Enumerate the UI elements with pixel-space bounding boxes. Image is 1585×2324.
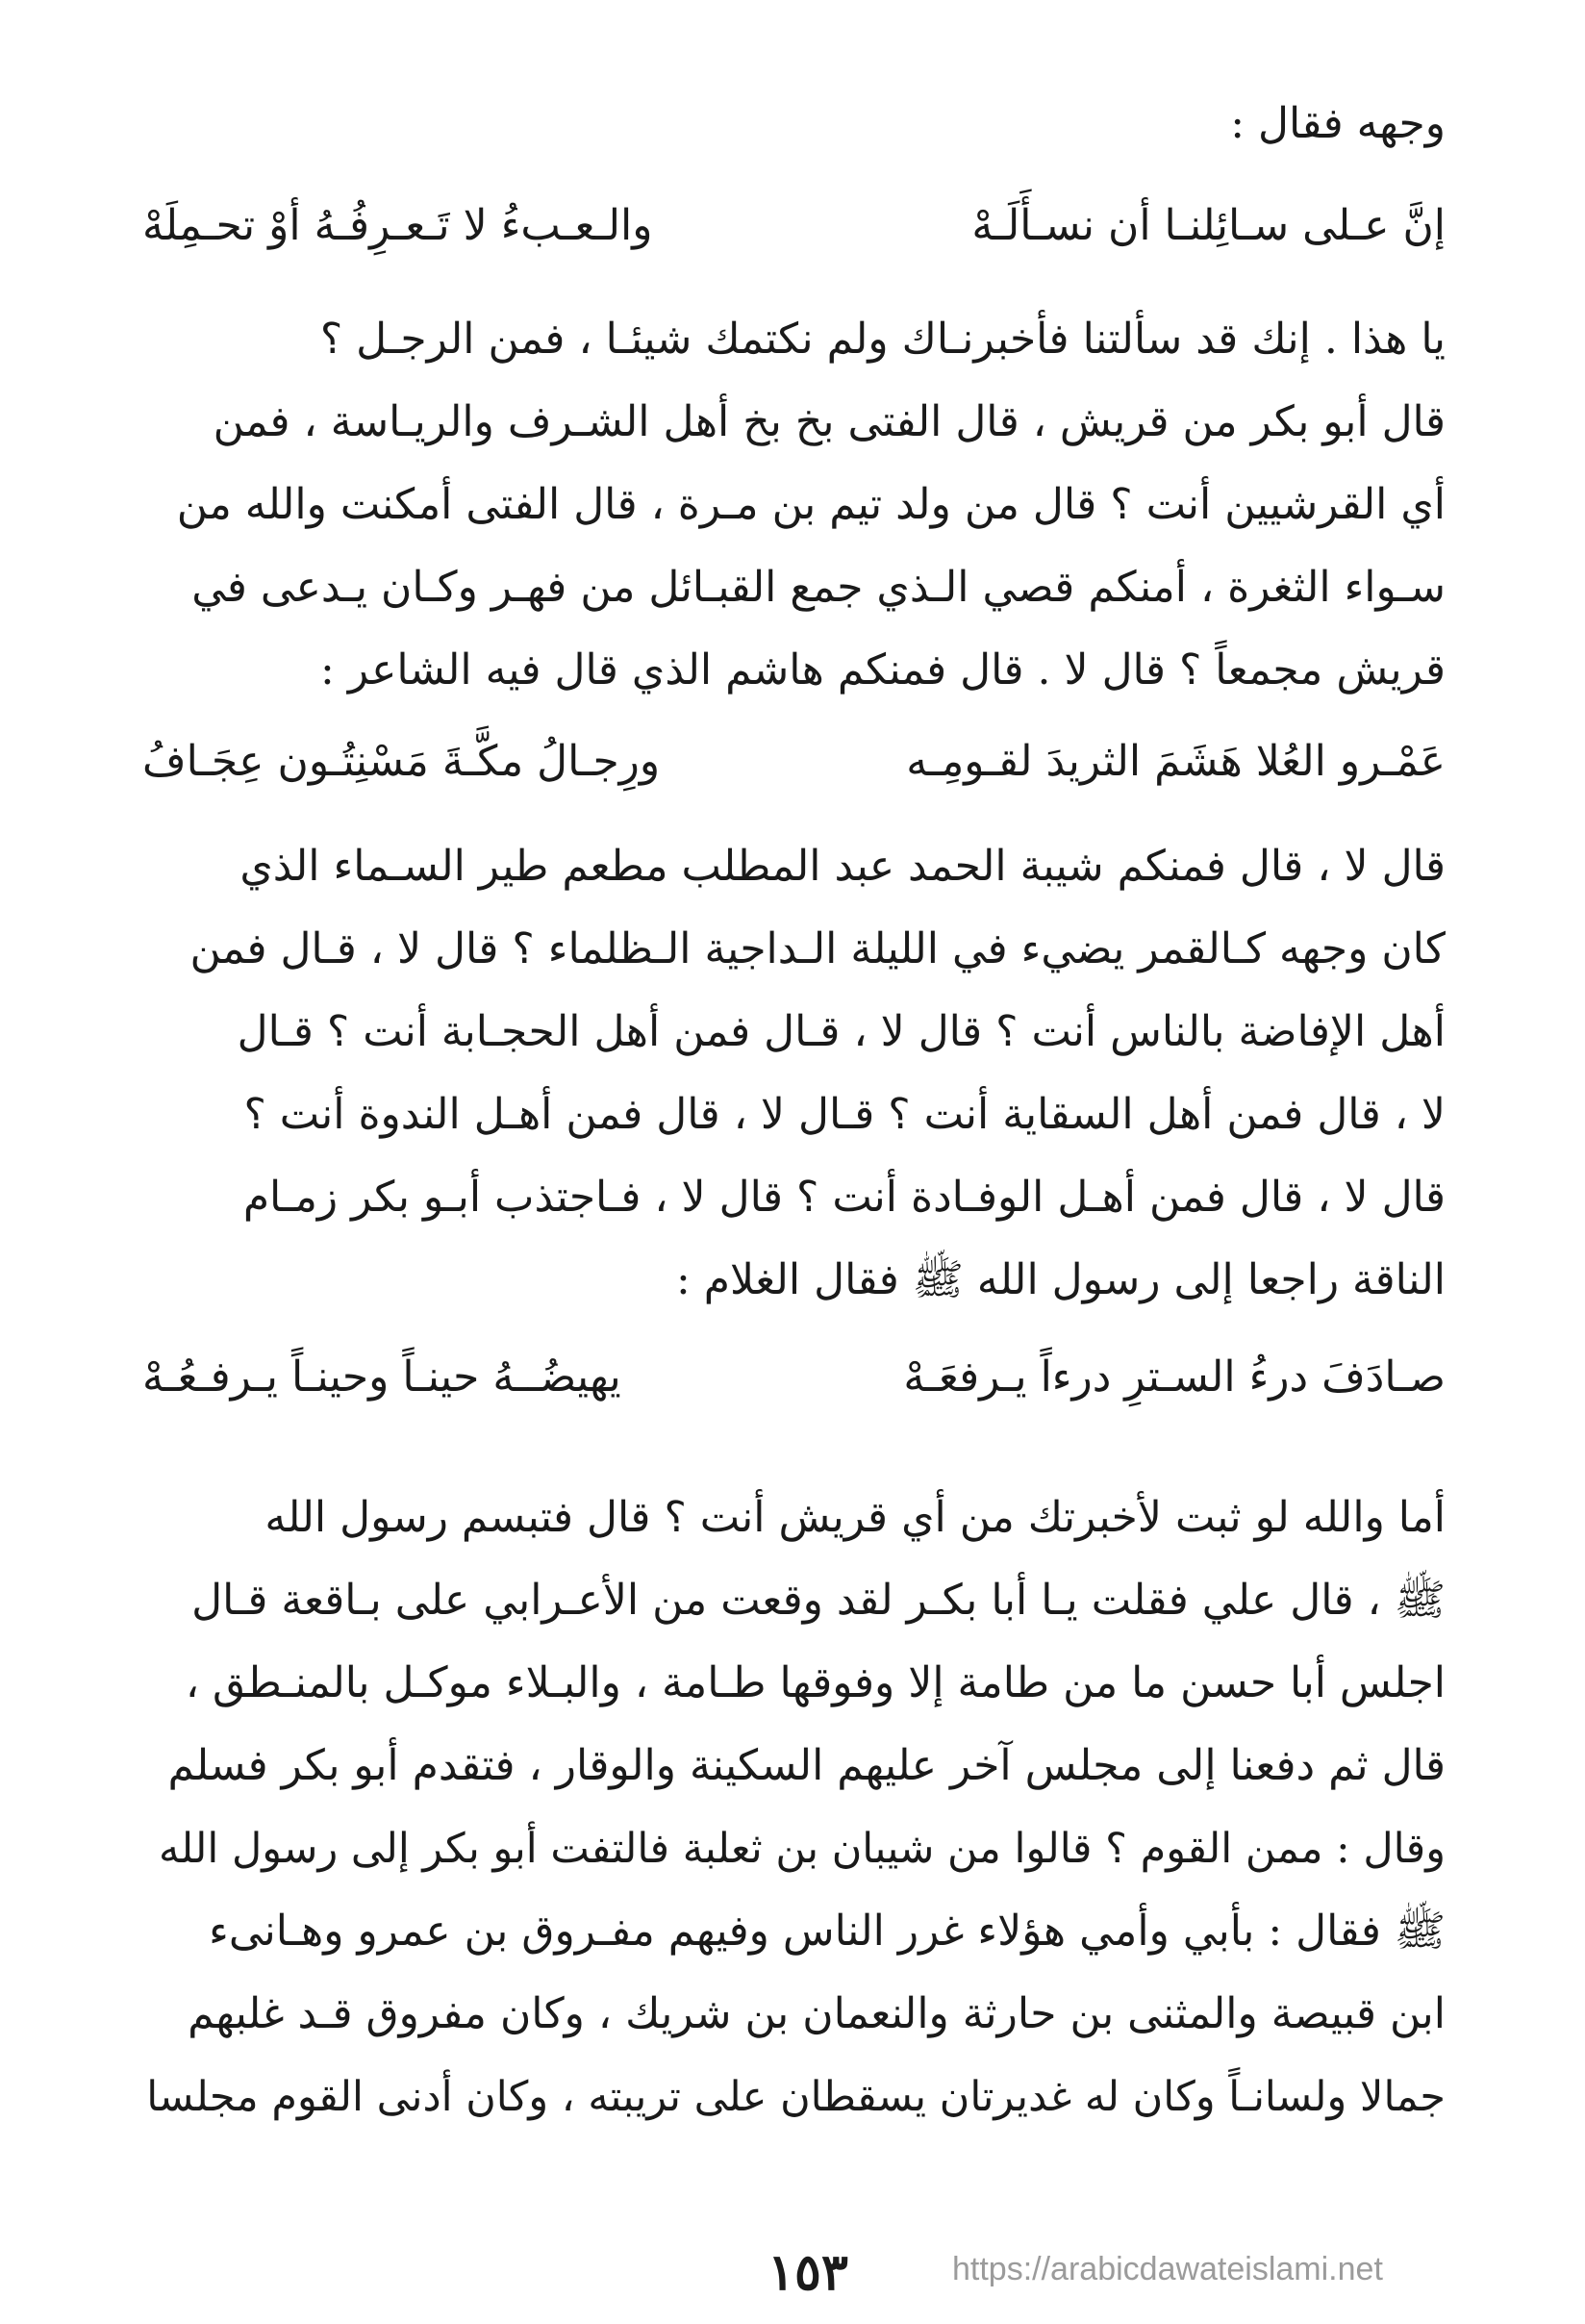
opening-line: وجهه فقال : (1230, 99, 1446, 148)
page-number: ١٥٣ (767, 2243, 848, 2302)
paragraph-1-line: قريش مجمعاً ؟ قال لا . قال فمنكم هاشم الذي قال فيه الشاعر : (320, 645, 1446, 695)
paragraph-1-line: قال أبو بكر من قريش ، قال الفتى بخ بخ أهل الشـرف والريـاسة ، فمن (213, 397, 1446, 446)
watermark-url: https://arabicdawateislami.net (952, 2251, 1383, 2287)
paragraph-3-line: ابن قبيصة والمثنى بن حارثة والنعمان بن شريك ، وكان مفروق قـد غلبهم (188, 1989, 1446, 2038)
paragraph-2-line: قال لا ، قال فمنكم شيبة الحمد عبد المطلب مطعم طير السـماء الذي (239, 842, 1446, 891)
paragraph-3-line: أما والله لو ثبت لأخبرتك من أي قريش أنت ؟ قال فتبسم رسول الله (264, 1493, 1446, 1542)
paragraph-1-line: يا هذا . إنك قد سألتنا فأخبرنـاك ولم نكتمك شيئـا ، فمن الرجـل ؟ (319, 315, 1446, 364)
paragraph-3 (142, 1477, 1446, 2138)
verse-2-first-hemistich: عَمْـرو العُلا هَشَمَ الثريدَ لقـومِـه (906, 737, 1446, 786)
paragraph-3-line: قال ثم دفعنا إلى مجلس آخر عليهم السكينة والوقار ، فتقدم أبو بكر فسلم (167, 1741, 1446, 1790)
opening-line-block (142, 96, 1446, 152)
paragraph-2 (142, 825, 1446, 1322)
verse-1-first-hemistich: إنَّ عـلى سـائِلنـا أن نسـأَلَـهْ (971, 201, 1446, 250)
verse-3-first-hemistich: صـادَفَ درءُ السـترِ درءاً يـرفعَـهْ (903, 1352, 1446, 1402)
verse-1-second-hemistich: والـعـبءُ لا تَـعـرِفُـهُ أوْ تحـمِلَهْ (142, 201, 653, 250)
paragraph-2-line: كان وجهه كـالقمر يضيء في الليلة الـداجية الـظلماء ؟ قال لا ، قـال فمن (189, 924, 1446, 973)
paragraph-3-line: ﷺ فقال : بأبي وأمي هؤلاء غرر الناس وفيهم مفـروق بن عمرو وهـانىء (209, 1907, 1446, 1956)
verse-1 (142, 188, 1446, 265)
verse-2 (142, 723, 1446, 800)
paragraph-3-line: اجلس أبا حسن ما من طامة إلا وفوقها طـامة ، والبـلاء موكـل بالمنـطق ، (185, 1658, 1446, 1707)
paragraph-3-line: ﷺ ، قال علي فقلت يـا أبا بكـر لقد وقعت من الأعـرابي على بـاقعة قـال (191, 1576, 1446, 1625)
verse-3-second-hemistich: يهيضُــهُ حينـاً وحينـاً يـرفـعُـهْ (142, 1352, 621, 1402)
paragraph-2-line: لا ، قال فمن أهل السقاية أنت ؟ قـال لا ، قال فمن أهـل الندوة أنت ؟ (243, 1090, 1446, 1139)
paragraph-2-line: قال لا ، قال فمن أهـل الوفـادة أنت ؟ قال لا ، فـاجتذب أبـو بكر زمـام (242, 1173, 1446, 1222)
paragraph-2-line: أهل الإفاضة بالناس أنت ؟ قال لا ، قـال فمن أهل الحجـابة أنت ؟ قـال (237, 1007, 1446, 1056)
paragraph-2-line: الناقة راجعا إلى رسول الله ﷺ فقال الغلام : (675, 1255, 1446, 1304)
verse-2-second-hemistich: ورِجـالُ مكَّـةَ مَسْنِتُـون عِجَـافُ (142, 737, 661, 786)
paragraph-1 (142, 298, 1446, 712)
paragraph-3-line: جمالا ولسانـاً وكان له غديرتان يسقطان على تريبته ، وكان أدنى القوم مجلسا (146, 2073, 1446, 2121)
paragraph-1-line: أي القرشيين أنت ؟ قال من ولد تيم بن مـرة ، قال الفتى أمكنت والله من (176, 480, 1446, 529)
verse-3 (142, 1339, 1446, 1416)
paragraph-1-line: سـواء الثغرة ، أمنكم قصي الـذي جمع القبـائل من فهـر وكـان يـدعى في (191, 563, 1446, 612)
paragraph-3-line: وقال : ممن القوم ؟ قالوا من شيبان بن ثعلبة فالتفت أبو بكر إلى رسول الله (158, 1825, 1446, 1873)
